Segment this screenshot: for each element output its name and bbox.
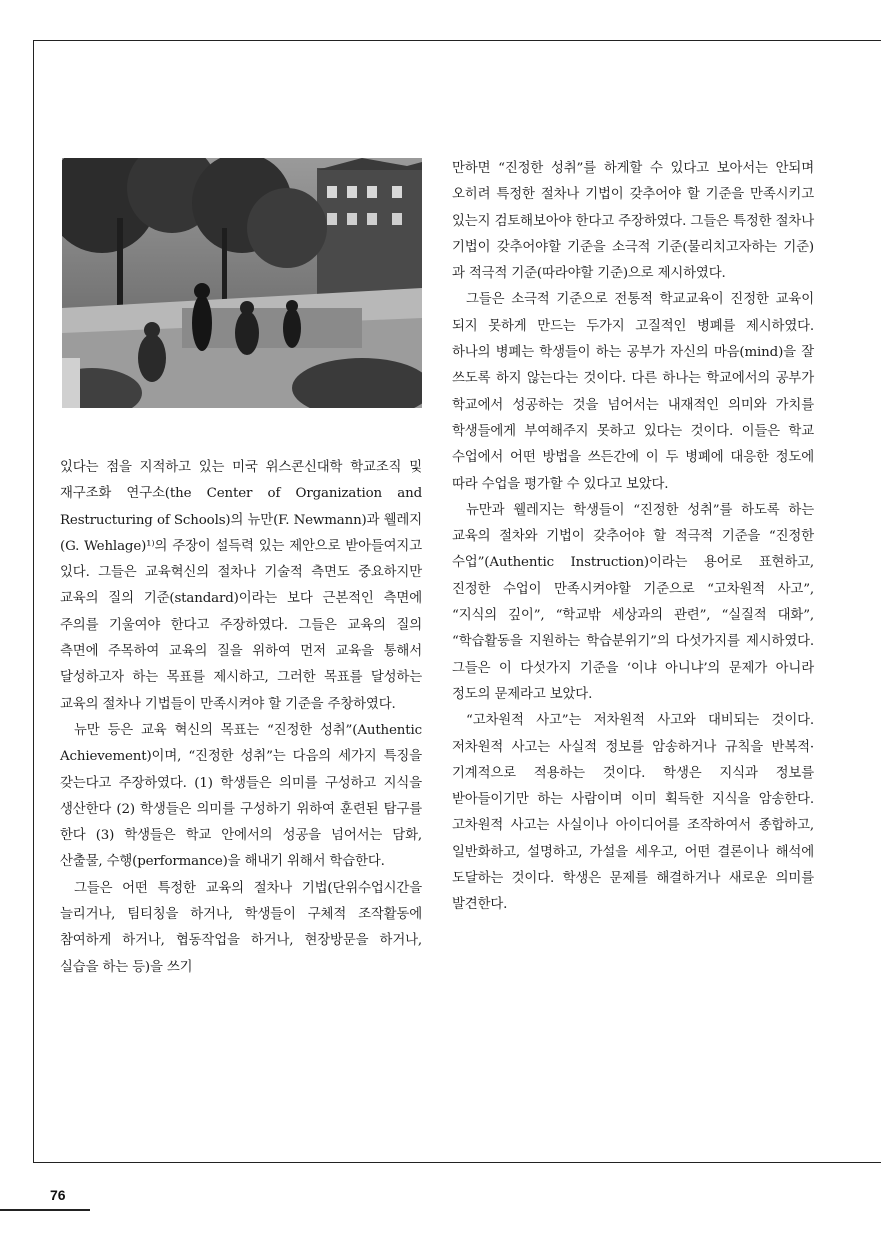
page-number: 76 — [50, 1187, 66, 1203]
paragraph: 있다는 점을 지적하고 있는 미국 위스콘신대학 학교조직 및 재구조화 연구소(the Center of Organization and Restructuring of Schools)의 뉴만(F. Newmann)과 웰레지(G. Wehlage)¹⁾의 주장이 설득력 있는 제안으로 받아들여지고 있다. 그들은 교육혁신의 절차나 기술적 측면도 중요하지만 교육의 질의 기준(standard)이라는 보다 근본적인 측면에 주의를 기울여야 한다고 주장하였다. 그들은 교육의 질의 측면에 주목하여 교육의 질을 위하여 먼저 교육을 통해서 달성하고자 하는 목표를 제시하고, 그러한 목표를 달성하는 교육의 절차나 기법들이 만족시켜야 할 기준을 주창하였다. — [60, 460, 422, 712]
left-frame-rule — [33, 40, 34, 1163]
campus-photo-image — [62, 158, 422, 408]
campus-photo — [62, 158, 422, 408]
left-text-column — [60, 455, 422, 981]
paragraph: 그들은 소극적 기준으로 전통적 학교교육이 진정한 교육이 되지 못하게 만드는 두가지 고질적인 병폐를 제시하였다. 하나의 병폐는 학생들이 하는 공부가 자신의 마음(mind)을 잘 쓰도록 하지 않는다는 것이다. 다른 하나는 학교에서의 공부가 학교에서 성공하는 것을 넘어서는 내재적인 의미와 가치를 학생들에게 부여해주지 못하고 있다는 것이다. 이들은 학교 수업에서 어떤 방법을 쓰든간에 이 두 병폐에 대응한 정도에 따라 수업을 평가할 수 있다고 보았다. — [452, 292, 814, 492]
paragraph: “고차원적 사고”는 저차원적 사고와 대비되는 것이다. 저차원적 사고는 사실적 정보를 암송하거나 규칙을 반복적·기계적으로 적용하는 것이다. 학생은 지식과 정보를 받아들이기만 하는 사람이며 이미 획득한 지식을 암송한다. 고차원적 사고는 사실이나 아이디어를 조작하여서 종합하고, 일반화하고, 설명하고, 가설을 세우고, 어떤 결론이나 해석에 도달하는 것이다. 학생은 문제를 해결하거나 새로운 의미를 발견한다. — [452, 713, 814, 913]
paragraph: 뉴만 등은 교육 혁신의 목표는 “진정한 성취”(Authentic Achievement)이며, “진정한 성취”는 다음의 세가지 특징을 갖는다고 주장하였다. (1) 학생들은 의미를 구성하고 지식을 생산한다 (2) 학생들은 의미를 구성하기 위하여 훈련된 탐구를 한다 (3) 학생들은 학교 안에서의 성공을 넘어서는 담화, 산출물, 수행(performance)을 해내기 위해서 학습한다. — [60, 722, 422, 870]
paragraph: 그들은 어떤 특정한 교육의 절차나 기법(단위수업시간을 늘리거나, 팀티칭을 하거나, 학생들이 구체적 조작활동에 참여하게 하거나, 협동작업을 하거나, 현장방문을 하거나, 실습을 하는 등)을 쓰기 — [60, 880, 422, 975]
page-number-rule — [0, 1209, 90, 1211]
paragraph: 뉴만과 웰레지는 학생들이 “진정한 성취”를 하도록 하는 교육의 절차와 기법이 갖추어야 할 적극적 기준을 “진정한 수업”(Authentic Instruction)이라는 용어로 표현하고, 진정한 수업이 만족시켜야할 기준으로 “고차원적 사고”, “지식의 깊이”, “학교밖 세상과의 관련”, “실질적 대화”, “학습활동을 지원하는 학습분위기”의 다섯가지를 제시하였다. 그들은 이 다섯가지 기준을 ‘이냐 아니냐’의 문제가 아니라 정도의 문제라고 보았다. — [452, 502, 814, 702]
right-text-column — [452, 156, 814, 919]
paragraph: 만하면 “진정한 성취”를 하게할 수 있다고 보아서는 안되며 오히려 특정한 절차나 기법이 갖추어야 할 기준을 만족시키고 있는지 검토해보아야 한다고 주장하였다. 그들은 특정한 절차나 기법이 갖추어야할 기준을 소극적 기준(물리치고자하는 기준)과 적극적 기준(따라야할 기준)으로 제시하였다. — [452, 161, 814, 282]
top-frame-rule — [33, 40, 881, 41]
bottom-frame-rule — [33, 1162, 881, 1163]
